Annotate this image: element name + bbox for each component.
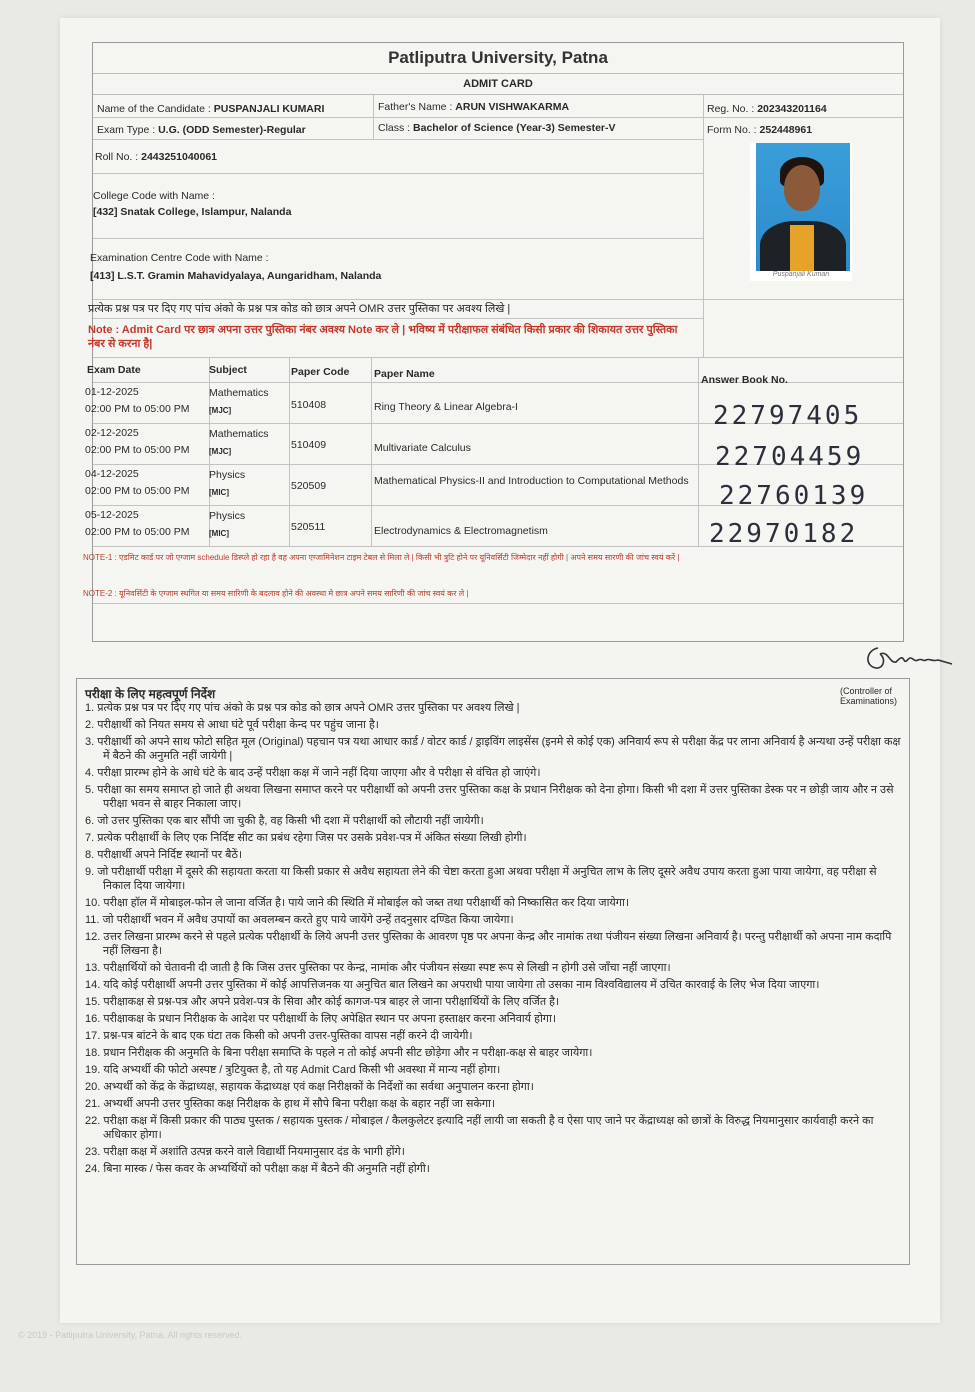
- instructions-title: परीक्षा के लिए महत्वपूर्ण निर्देश: [85, 687, 216, 701]
- instruction-item: 6. जो उत्तर पुस्तिका एक बार सौंपी जा चुकी है, वह किसी भी दशा में परीक्षार्थी को लौटायी नहीं जायेगी।: [85, 815, 484, 827]
- exam-subject: Mathematics: [209, 387, 269, 399]
- instruction-item: 1. प्रत्येक प्रश्न पत्र पर दिए गए पांच अंको के प्रश्न पत्र कोड को छात्र अपने OMR उत्तर पुस्तिका पर अवश्य लिखे |: [85, 702, 520, 714]
- paper-code: 520509: [291, 480, 327, 492]
- instruction-line: प्रत्येक प्रश्न पत्र पर दिए गए पांच अंको के प्रश्न पत्र कोड को छात्र अपने OMR उत्तर पुस्तिका पर अवश्य लिखे |: [88, 303, 511, 315]
- header-paper-name: Paper Name: [374, 368, 435, 380]
- exam-date: 04-12-2025: [85, 468, 139, 480]
- paper-code: 520511: [291, 521, 326, 533]
- exam-time: 02:00 PM to 05:00 PM: [85, 485, 190, 497]
- paper-name: Ring Theory & Linear Algebra-I: [374, 401, 518, 413]
- header-subject: Subject: [209, 364, 247, 376]
- exam-date: 01-12-2025: [85, 386, 139, 398]
- instruction-item: 9. जो परीक्षार्थी परीक्षा में दूसरे की सहायता करता या किसी प्रकार से अवैध सहायता लेने की चेष्टा करता हुआ अथवा परीक्षा में अनुचित लाभ के लिए दूसरे अवैध उपाय करता हुआ पाया जायेगा, वह परीक्षा से निकाल दिया जायेगा।: [85, 866, 877, 892]
- instruction-item: 24. बिना मास्क / फेस कवर के अभ्यर्थियों को परीक्षा कक्ष में बैठने की अनुमति नहीं होगी।: [85, 1163, 430, 1175]
- candidate-name: PUSPANJALI KUMARI: [213, 103, 325, 115]
- instruction-item: 17. प्रश्न-पत्र बांटने के बाद एक घंटा तक किसी को अपनी उत्तर-पुस्तिका वापस नहीं करने दी जायेगी।: [85, 1030, 473, 1042]
- header-paper-code: Paper Code: [291, 366, 350, 378]
- exam-subject-type: [MJC]: [209, 447, 232, 456]
- instruction-item: 3. परीक्षार्थी को अपने साथ फोटो सहित मूल (Original) पहचान पत्र यथा आधार कार्ड / वोटर कार्ड / ड्राइविंग लाइसेंस (इनमे से कोई एक) अनिवार्य रूप से परीक्षा केंद्र पर लाना अनिवार्य है अन्यथा उन्हें परीक्षा कक्ष में बैठने की अनुमति नहीं जायेगी |: [85, 736, 901, 762]
- exam-type-field: Exam Type : U.G. (ODD Semester)-Regular: [97, 124, 306, 136]
- paper-name: Mathematical Physics-II and Introduction to Computational Methods: [374, 475, 689, 487]
- admit-card-title: ADMIT CARD: [93, 74, 903, 95]
- paper-name: Electrodynamics & Electromagnetism: [374, 525, 548, 537]
- answer-book-no: 22760139: [719, 481, 869, 511]
- header-exam-date: Exam Date: [87, 364, 141, 376]
- college-name: [432] Snatak College, Islampur, Nalanda: [93, 206, 292, 218]
- exam-subject-type: [MIC]: [209, 488, 229, 497]
- instruction-item: 19. यदि अभ्यर्थी की फोटो अस्पष्ट / त्रुटियुक्त है, तो यह Admit Card किसी भी अवस्था में मान्य नहीं होगा।: [85, 1064, 501, 1076]
- father-name-field: Father's Name : ARUN VISHWAKARMA: [378, 101, 570, 113]
- exam-date: 05-12-2025: [85, 509, 139, 521]
- candidate-name-field: Name of the Candidate : PUSPANJALI KUMARI: [97, 103, 325, 115]
- controller-label: (Controller of Examinations): [840, 686, 898, 706]
- instruction-item: 5. परीक्षा का समय समाप्त हो जाते ही अथवा लिखना समाप्त करने पर परीक्षार्थी को अपनी उत्तर पुस्तिका कक्ष के प्रधान निरीक्षक को देना होगा। किसी भी दशा में उत्तर पुस्तिका डेस्क पर न छोड़ी जाय और न उसे परीक्षा भवन से बाहर निकाला जाए।: [85, 784, 894, 810]
- controller-signature: [860, 640, 955, 676]
- instruction-item: 16. परीक्षाकक्ष के प्रधान निरीक्षक के आदेश पर परीक्षार्थी के लिए अपेक्षित स्थान पर अपना हस्ताक्षर करना अनिवार्य होगा।: [85, 1013, 557, 1025]
- roll-no: 2443251040061: [141, 151, 218, 163]
- exam-subject: Mathematics: [209, 428, 269, 440]
- note-2: NOTE-2 : यूनिवर्सिटी के एग्जाम स्थगित या समय सारिणी के बदलाव होने की अवस्था मे छात्र अपने समय सारिणी की जांच स्वयं कर ले |: [83, 589, 469, 598]
- instructions-box: [76, 678, 910, 1265]
- header-answer-book: Answer Book No.: [701, 374, 788, 386]
- photo-signature: Puspanjali Kumari: [772, 271, 830, 278]
- instruction-item: 4. परीक्षा प्रारम्भ होने के आधे घंटे के बाद उन्हें परीक्षा कक्ष में जाने नहीं दिया जाएगा और वे परीक्षा से वंचित हो जाएंगे।: [85, 767, 541, 779]
- note-1: NOTE-1 : एडमिट कार्ड पर जो एग्जाम schedule डिस्प्ले हो रहा है वह अपना एग्जामिनेशन टाइम टेबल से मिला ले | किसी भी त्रुटि होने पर यूनिवर्सिटी जिम्मेदार नहीं होगी | अपने समय सारणी की जांच स्वयं करें |: [83, 553, 680, 562]
- instruction-item: 22. परीक्षा कक्ष में किसी प्रकार की पाठ्य पुस्तक / सहायक पुस्तक / मोबाइल / कैलकुलेटर इत्यादि नहीं लायी जा सकती है व ऐसा पाए जाने पर केंद्राध्यक्ष को छात्रों के विरुद्ध नियमानुसार कार्यवाही करने का अधिकार होगा।: [85, 1115, 874, 1141]
- exam-subject-type: [MIC]: [209, 529, 229, 538]
- reg-no-field: Reg. No. : 202343201164: [707, 103, 827, 115]
- instruction-item: 20. अभ्यर्थी को केंद्र के केंद्राध्यक्ष, सहायक केंद्राध्यक्ष एवं कक्ष निरीक्षकों के निर्देशों का सर्वथा अनुपालन करना होगा।: [85, 1081, 534, 1093]
- reg-no: 202343201164: [757, 103, 827, 115]
- father-name: ARUN VISHWAKARMA: [455, 101, 570, 113]
- exam-subject: Physics: [209, 469, 246, 481]
- university-title: Patliputra University, Patna: [93, 43, 903, 74]
- instruction-item: 2. परीक्षार्थी को नियत समय से आधा घंटे पूर्व परीक्षा केन्द पर पहुंच जाना है।: [85, 719, 379, 731]
- instruction-item: 12. उत्तर लिखना प्रारम्भ करने से पहले प्रत्येक परीक्षार्थी के लिये अपनी उत्तर पुस्तिका के आवरण पृष्ठ पर अपना केन्द्र और नामांक तथा पंजीयन संख्या लिखना अनिवार्य है। परन्तु परीक्षार्थी को अपना नाम कदापि नहीं लिखना है।: [85, 931, 892, 957]
- instruction-item: 7. प्रत्येक परीक्षार्थी के लिए एक निर्दिष्ट सीट का प्रबंध रहेगा जिस पर उसके प्रवेश-पत्र में अंकित संख्या लिखी होगी।: [85, 832, 527, 844]
- form-no: 252448961: [759, 124, 813, 136]
- answer-book-no: 22704459: [715, 442, 865, 472]
- candidate-photo: [750, 143, 852, 281]
- answer-book-no: 22797405: [713, 401, 863, 431]
- paper-code: 510409: [291, 439, 327, 451]
- exam-subject-type: [MJC]: [209, 406, 232, 415]
- copyright-footer: © 2019 - Patliputra University, Patna. All rights reserved.: [18, 1330, 243, 1340]
- instruction-item: 10. परीक्षा हॉल में मोबाइल-फोन ले जाना वर्जित है। पाये जाने की स्थिति में मोबाईल को जब्त तथा परीक्षार्थी को निष्कासित कर दिया जायेगा।: [85, 897, 630, 909]
- exam-type: U.G. (ODD Semester)-Regular: [158, 124, 306, 136]
- instruction-item: 21. अभ्यर्थी अपनी उत्तर पुस्तिका कक्ष निरीक्षक के हाथ में सौपे बिना परीक्षा कक्ष के बहार नहीं जा सकेगा।: [85, 1098, 496, 1110]
- exam-date: 02-12-2025: [85, 427, 139, 439]
- exam-time: 02:00 PM to 05:00 PM: [85, 403, 190, 415]
- exam-time: 02:00 PM to 05:00 PM: [85, 444, 190, 456]
- note-main: Note : Admit Card पर छात्र अपना उत्तर पुस्तिका नंबर अवश्य Note कर ले | भविष्य में परीक्षाफल संबंधित किसी प्रकार की शिकायत उत्तर पुस्तिका नंबर से करना है|: [88, 324, 678, 350]
- instruction-item: 11. जो परीक्षार्थी भवन में अवैध उपायों का अवलम्बन करते हुए पाये जायेंगे उन्हें तदनुसार दण्डित किया जायेगा।: [85, 914, 514, 926]
- roll-no-field: Roll No. : 2443251040061: [95, 151, 218, 163]
- class-field: Class : Bachelor of Science (Year-3) Semester-V: [378, 122, 616, 134]
- form-no-field: Form No. : 252448961: [707, 124, 813, 136]
- instruction-item: 15. परीक्षाकक्ष से प्रश्न-पत्र और अपने प्रवेश-पत्र के सिवा और कोई कागज-पत्र बाहर ले जाना परीक्षार्थियों के लिए वर्जित है।: [85, 996, 560, 1008]
- college-label: College Code with Name :: [93, 190, 215, 202]
- exam-time: 02:00 PM to 05:00 PM: [85, 526, 190, 538]
- paper-code: 510408: [291, 399, 327, 411]
- instruction-item: 23. परीक्षा कक्ष में अशांति उत्पन्न करने वाले विद्यार्थी नियमानुसार दंड के भागी होंगे।: [85, 1146, 405, 1158]
- answer-book-no: 22970182: [709, 519, 859, 549]
- instruction-item: 8. परीक्षार्थी अपने निर्दिष्ट स्थानों पर बैठें।: [85, 849, 243, 861]
- exam-subject: Physics: [209, 510, 246, 522]
- centre-name: [413] L.S.T. Gramin Mahavidyalaya, Aungaridham, Nalanda: [90, 270, 382, 282]
- instruction-item: 13. परीक्षार्थियों को चेतावनी दी जाती है कि जिस उत्तर पुस्तिका पर केन्द्र, नामांक और पंजीयन संख्या स्पष्ट रूप से लिखी न होगी उसे जाँचा नहीं जाएगा।: [85, 962, 671, 974]
- paper-name: Multivariate Calculus: [374, 442, 471, 454]
- admit-card-table: [83, 42, 904, 642]
- instructions-list: [85, 701, 905, 1179]
- admit-card-paper: [60, 18, 940, 1323]
- instruction-item: 14. यदि कोई परीक्षार्थी अपनी उत्तर पुस्तिका में कोई आपत्तिजनक या अनुचित बात लिखने का अपराधी पाया जायेगा तो उसका नाम विश्वविद्यालय में उचित कारवाई के लिए भेज दिया जाएगा।: [85, 979, 820, 991]
- class-value: Bachelor of Science (Year-3) Semester-V: [413, 122, 616, 134]
- instruction-item: 18. प्रधान निरीक्षक की अनुमति के बिना परीक्षा समाप्ति के पहले न तो कोई अपनी सीट छोड़ेगा और न परीक्षा-कक्ष से बाहर जायेगा।: [85, 1047, 593, 1059]
- centre-label: Examination Centre Code with Name :: [90, 252, 269, 264]
